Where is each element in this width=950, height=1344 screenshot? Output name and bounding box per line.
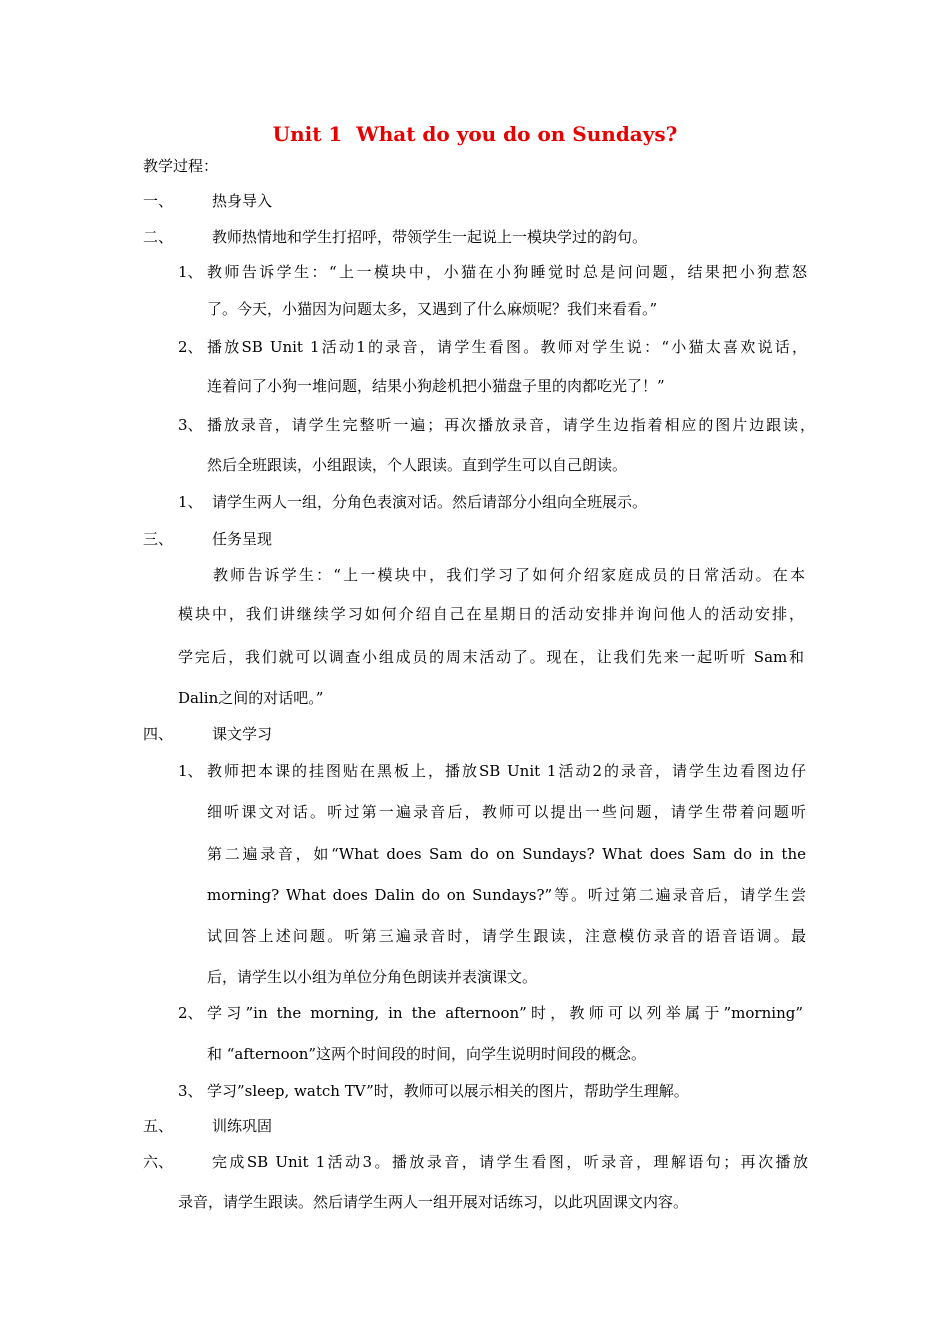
list-item-text: 播放录音，请学生完整听一遍；再次播放录音，请学生边指着相应的图片边跟读， <box>207 416 815 434</box>
list-number: 3、 <box>178 416 203 434</box>
section-heading: 课文学习 <box>212 725 273 743</box>
list-number: 1、 <box>178 263 203 281</box>
list-item-text: 学习”in the morning, in the afternoon”时，教师可以列举属于”morning” <box>207 1004 803 1022</box>
list-number: 1、 <box>178 762 203 780</box>
section-number: 二、 <box>143 228 174 246</box>
list-item-text: 学习”sleep, watch TV”时，教师可以展示相关的图片，帮助学生理解。 <box>207 1082 689 1100</box>
list-number: 1、 <box>178 493 203 511</box>
paragraph-line: 教师告诉学生：“上一模块中，我们学习了如何介绍家庭成员的日常活动。在本 <box>213 566 805 584</box>
list-item-text: 连着问了小狗一堆问题，结果小狗趁机把小猫盘子里的肉都吃光了！” <box>207 377 665 395</box>
list-item-text: 后，请学生以小组为单位分角色朗读并表演课文。 <box>207 968 538 986</box>
section-number: 四、 <box>143 725 174 743</box>
section-number: 六、 <box>143 1153 174 1171</box>
process-heading: 教学过程： <box>143 157 219 175</box>
section-number: 一、 <box>143 192 174 210</box>
document-title: Unit 1 What do you do on Sundays? <box>272 122 678 146</box>
list-item-text: 播放SB Unit 1活动1的录音，请学生看图。教师对学生说：“小猫太喜欢说话， <box>207 338 807 356</box>
list-item-text: morning? What does Dalin do on Sundays?”等。听过第二遍录音后，请学生尝 <box>207 886 806 904</box>
list-item-text: 教师把本课的挂图贴在黑板上，播放SB Unit 1活动2的录音，请学生边看图边仔 <box>207 762 806 780</box>
list-item-text: 了。今天，小猫因为问题太多，又遇到了什么麻烦呢？我们来看看。” <box>207 300 658 318</box>
list-number: 2、 <box>178 1004 203 1022</box>
list-item-text: 细听课文对话。听过第一遍录音后，教师可以提出一些问题，请学生带着问题听 <box>207 803 806 821</box>
list-item-text: 试回答上述问题。听第三遍录音时，请学生跟读，注意模仿录音的语音语调。最 <box>207 927 806 945</box>
section-number: 五、 <box>143 1117 174 1135</box>
section-heading: 热身导入 <box>212 192 273 210</box>
paragraph-line: 模块中，我们讲继续学习如何介绍自己在星期日的活动安排并询问他人的活动安排， <box>178 605 804 623</box>
list-item-text: 请学生两人一组，分角色表演对话。然后请部分小组向全班展示。 <box>212 493 648 511</box>
list-item-text: 教师告诉学生：“上一模块中，小猫在小狗睡觉时总是问问题，结果把小狗惹怒 <box>207 263 807 281</box>
section-heading: 训练巩固 <box>212 1117 273 1135</box>
section-number: 三、 <box>143 530 174 548</box>
paragraph-line: 学完后，我们就可以调查小组成员的周末活动了。现在，让我们先来一起听听 Sam和 <box>178 648 804 666</box>
list-item-text: 然后全班跟读，小组跟读，个人跟读。直到学生可以自己朗读。 <box>207 456 628 474</box>
list-number: 3、 <box>178 1082 203 1100</box>
section-heading: 任务呈现 <box>212 530 273 548</box>
section-text: 教师热情地和学生打招呼，带领学生一起说上一模块学过的韵句。 <box>212 228 648 246</box>
list-item-text: 和 “afternoon”这两个时间段的时间，向学生说明时间段的概念。 <box>207 1045 647 1063</box>
list-number: 2、 <box>178 338 203 356</box>
list-item-text: 第二遍录音，如“What does Sam do on Sundays? What does Sam do in the <box>207 845 806 863</box>
section-text: 录音，请学生跟读。然后请学生两人一组开展对话练习，以此巩固课文内容。 <box>178 1193 689 1211</box>
paragraph-line: Dalin之间的对话吧。” <box>178 689 324 707</box>
section-text: 完成SB Unit 1活动3。播放录音，请学生看图，听录音，理解语句；再次播放 <box>212 1153 808 1171</box>
